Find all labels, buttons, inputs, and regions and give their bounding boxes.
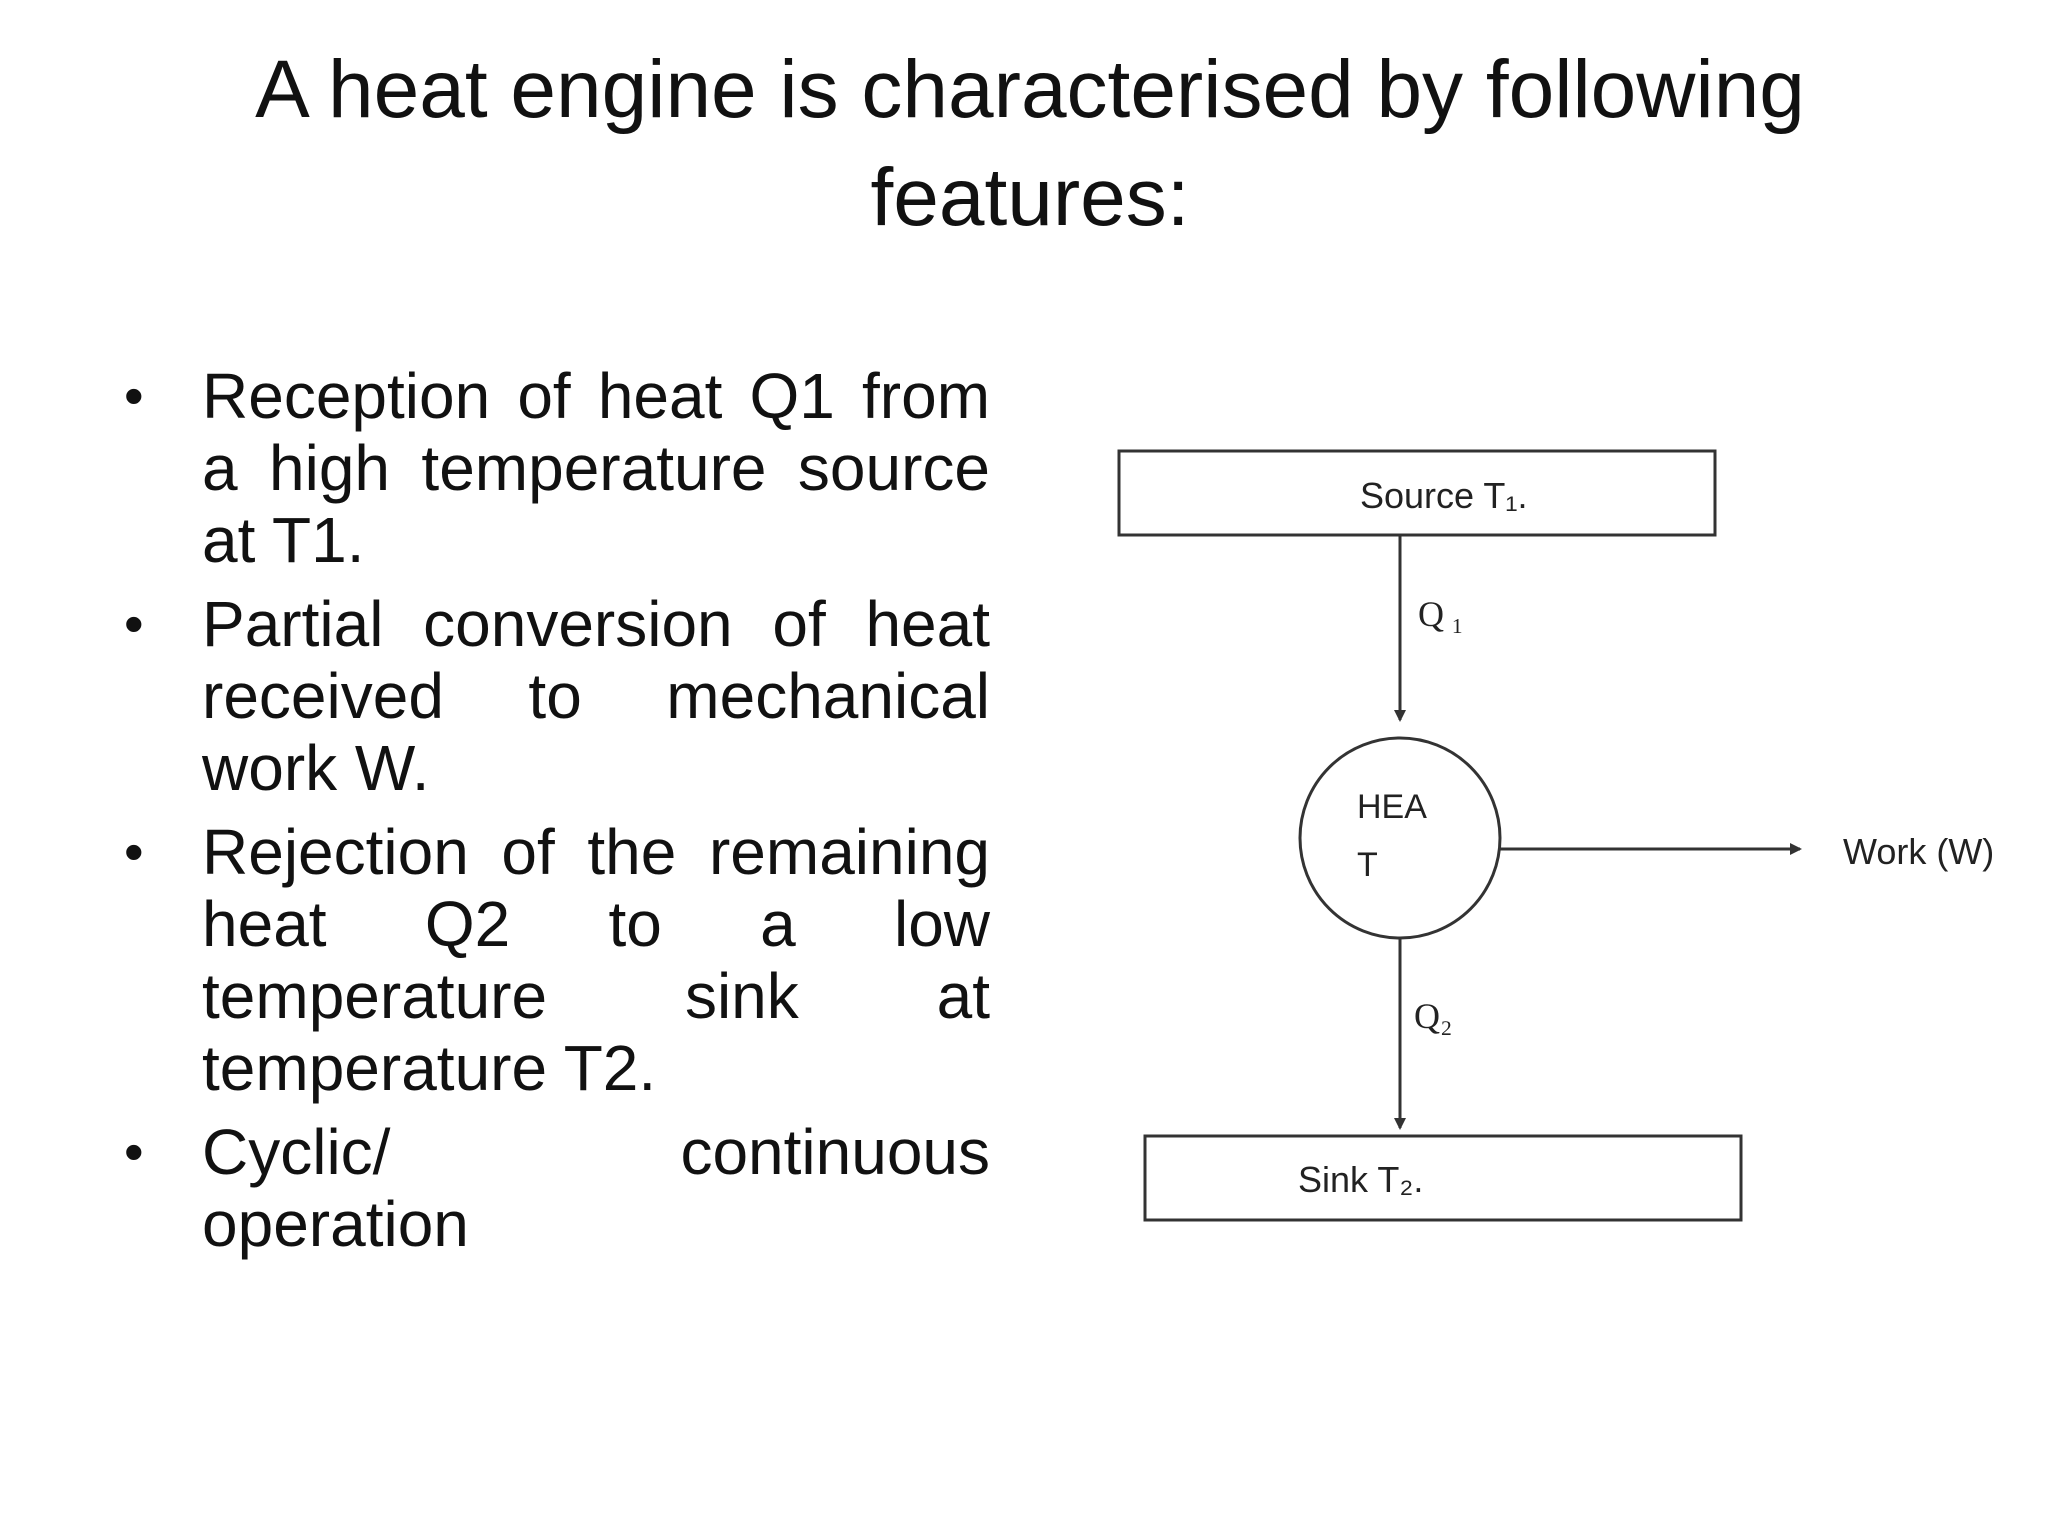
work-label: Work (W) [1843, 831, 1995, 872]
slide-title: A heat engine is characterised by following features: [255, 44, 1805, 243]
q2-label: Q₂ [1414, 996, 1453, 1036]
heat-engine-circle [1300, 738, 1500, 938]
bullet-text: Reception of heat Q1 from a high temperature source at T1. [202, 360, 990, 576]
bullet-dot-icon: • [124, 820, 144, 883]
engine-label-line2: T [1357, 846, 1378, 884]
bullet-dot-icon: • [124, 592, 144, 655]
sink-label: Sink T₂. [1298, 1159, 1424, 1200]
sink-box [1145, 1136, 1741, 1220]
bullet-text: Cyclic/ continuous operation [202, 1116, 990, 1260]
bullet-text: Partial conversion of heat received to mechanical work W. [202, 588, 990, 804]
bullet-dot-icon: • [124, 364, 144, 427]
q1-label: Q ₁ [1418, 594, 1464, 634]
bullet-text: Rejection of the remaining heat Q2 to a low temperature sink at temperature T2. [202, 816, 990, 1104]
bullet-dot-icon: • [124, 1120, 144, 1183]
engine-label-line1: HEA [1357, 788, 1427, 826]
source-label: Source T₁. [1360, 475, 1528, 516]
